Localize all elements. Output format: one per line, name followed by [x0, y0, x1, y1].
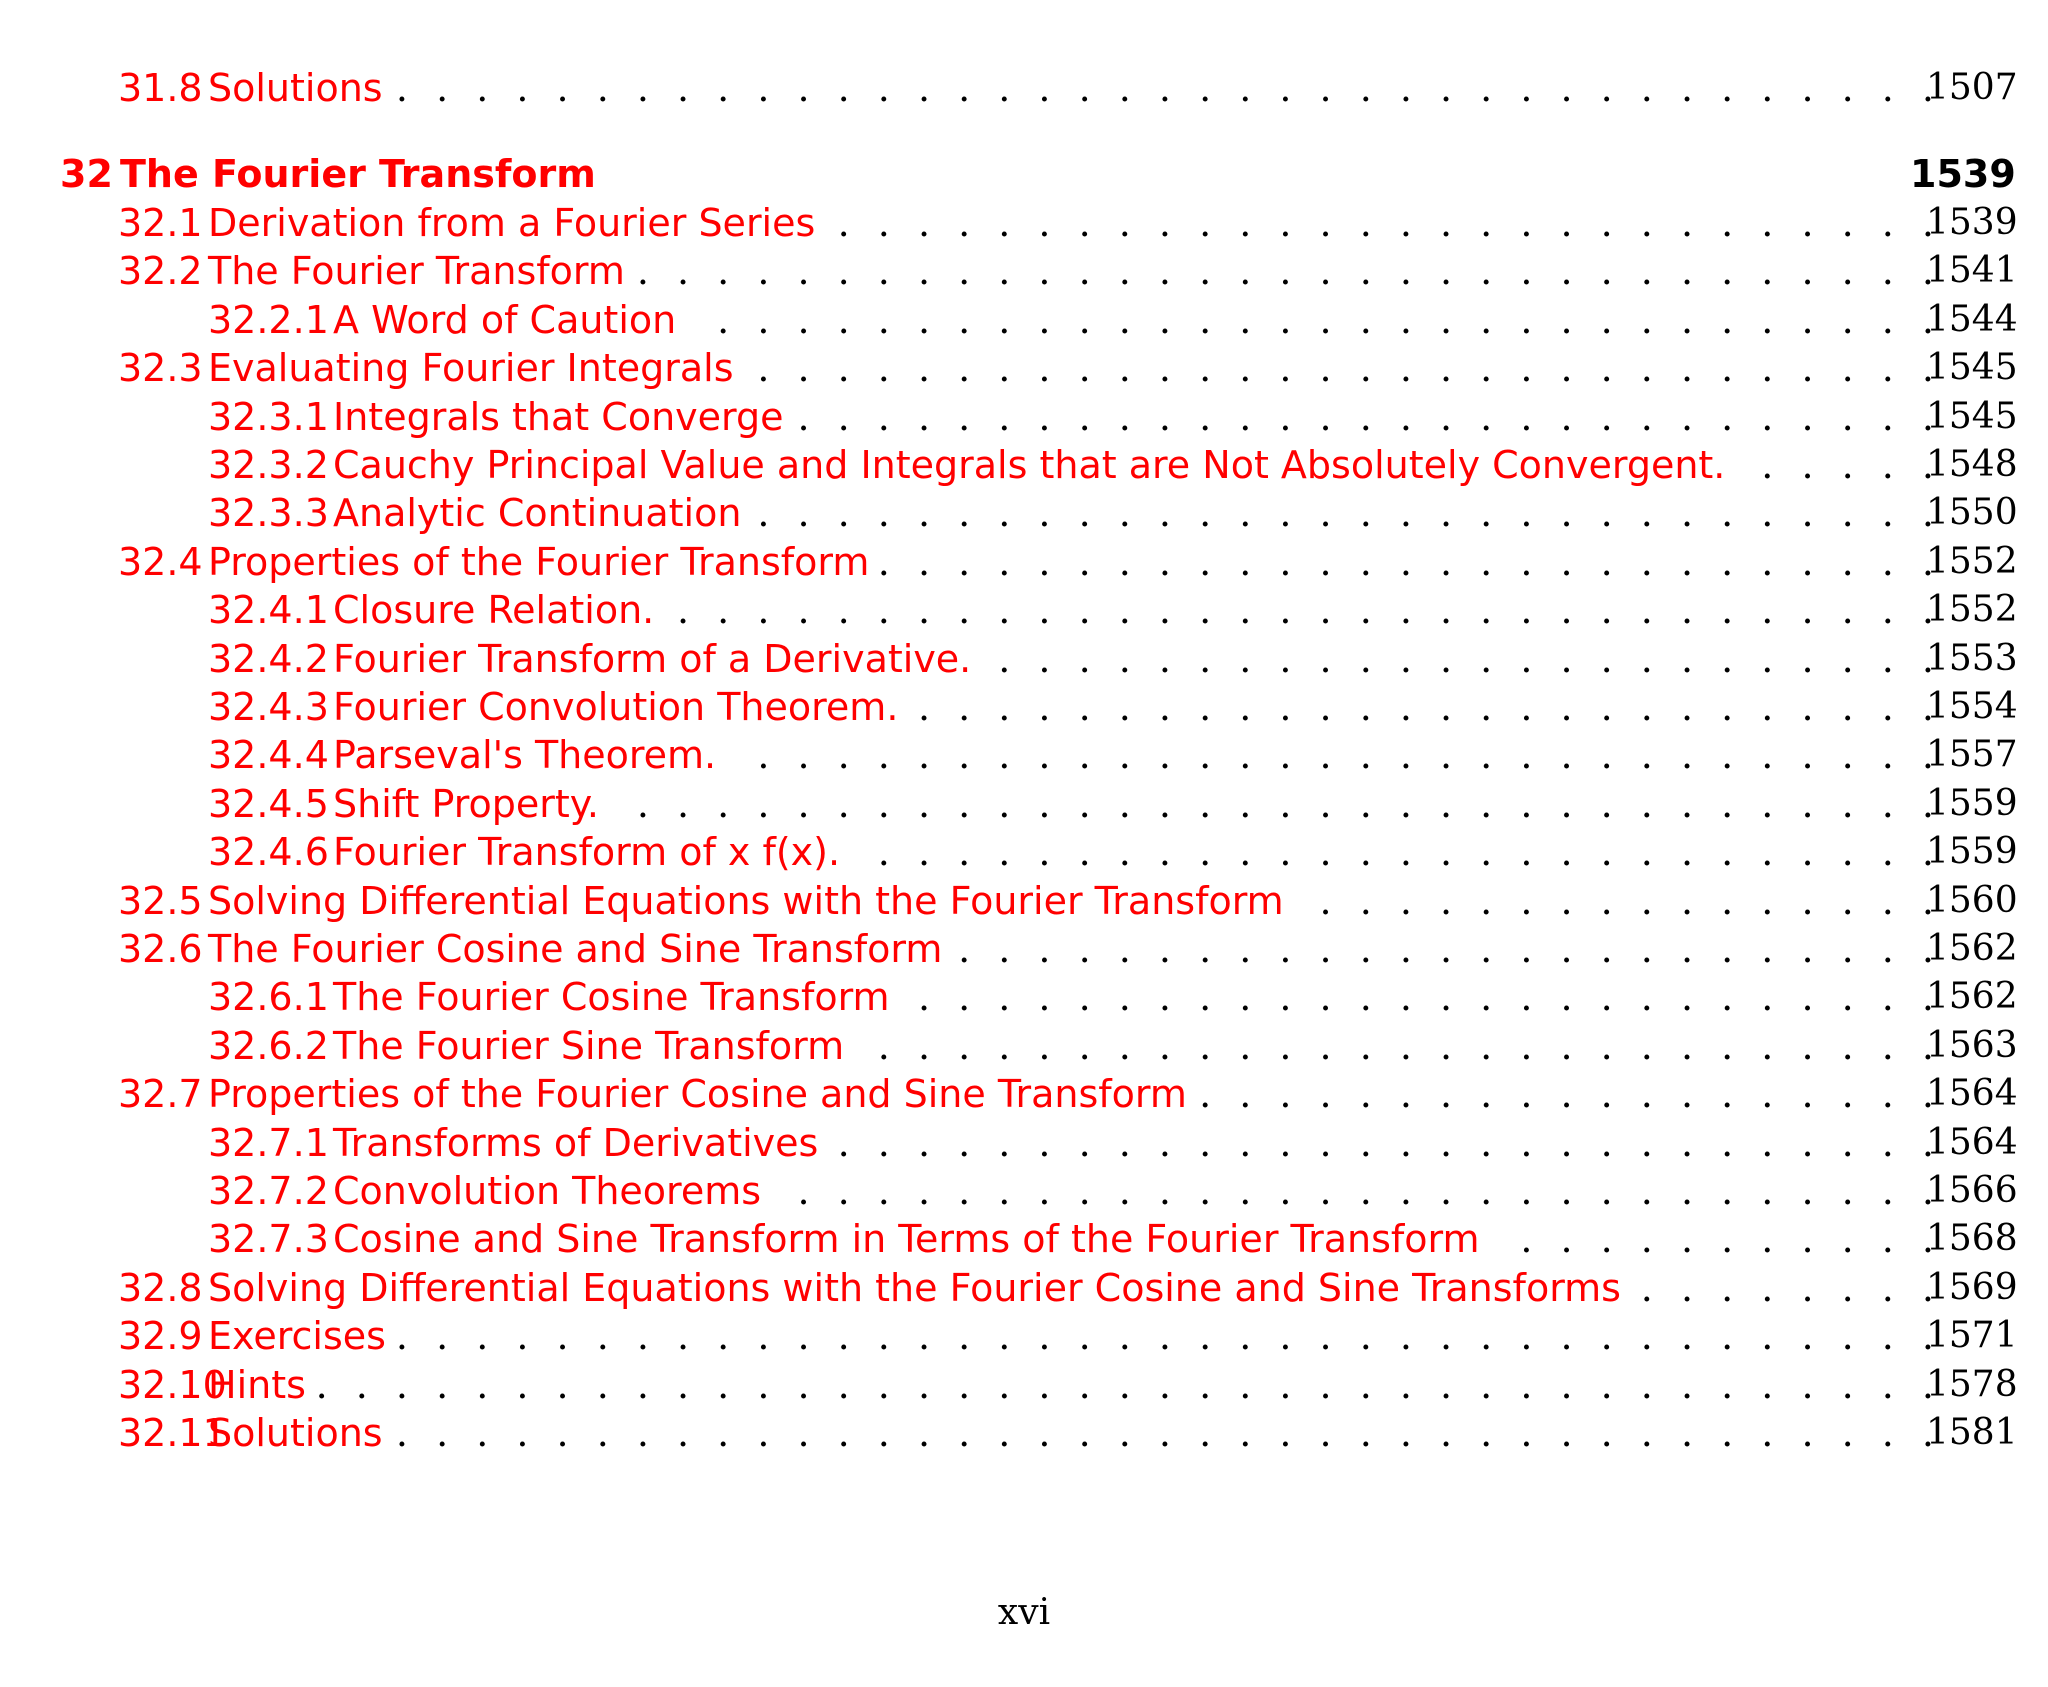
toc-entry-32-2[interactable]	[0, 247, 2048, 295]
toc-entry-page: 1545	[1926, 396, 2018, 437]
toc-entry-32-7[interactable]	[0, 1070, 2048, 1118]
toc-entry-title[interactable]: Derivation from a Fourier Series	[208, 201, 816, 245]
toc-entry-32-11[interactable]	[0, 1409, 2048, 1457]
toc-entry-number: 32.4	[118, 540, 203, 584]
toc-entry-title[interactable]: Solutions	[208, 66, 383, 110]
toc-entry-title[interactable]: The Fourier Transform	[120, 152, 596, 196]
toc-entry-number: 32.8	[118, 1266, 203, 1310]
toc-entry-title[interactable]: Evaluating Fourier Integrals	[208, 346, 734, 390]
toc-entry-32-3[interactable]	[0, 344, 2048, 392]
toc-entry-number: 32.4.3	[208, 685, 329, 729]
toc-entry-title[interactable]: Fourier Transform of x f(x).	[333, 830, 841, 874]
leader-dots	[879, 538, 1934, 586]
toc-entry-page: 1566	[1926, 1170, 2018, 1211]
toc-entry-title[interactable]: Convolution Theorems	[333, 1169, 762, 1213]
toc-entry-32-1[interactable]	[0, 199, 2048, 247]
leader-dots	[609, 780, 1934, 828]
toc-entry-title[interactable]: Solutions	[208, 1411, 383, 1455]
toc-entry-32-4-1[interactable]	[0, 586, 2048, 634]
toc-entry-number: 31.8	[118, 66, 203, 110]
toc-entry-32-3-1[interactable]	[0, 393, 2048, 441]
toc-entry-title[interactable]: Fourier Convolution Theorem.	[333, 685, 899, 729]
toc-entry-32-4-3[interactable]	[0, 683, 2048, 731]
toc-entry-title[interactable]: The Fourier Transform	[208, 249, 625, 293]
toc-entry-title[interactable]: Exercises	[208, 1314, 386, 1358]
toc-entry-page: 1539	[1926, 202, 2018, 243]
toc-entry-32-9[interactable]	[0, 1312, 2048, 1360]
toc-entry-32-6-1[interactable]	[0, 973, 2048, 1021]
leader-dots	[635, 247, 1934, 295]
toc-entry-number: 32.3.3	[208, 491, 329, 535]
page-footer-number: xvi	[997, 1592, 1051, 1633]
toc-entry-32-6[interactable]	[0, 925, 2048, 973]
toc-entry-32-7-2[interactable]	[0, 1167, 2048, 1215]
leader-dots	[1631, 1264, 1934, 1312]
leader-dots	[1490, 1215, 1934, 1263]
toc-entry-title[interactable]: The Fourier Cosine and Sine Transform	[208, 927, 943, 971]
toc-entry-title[interactable]: Properties of the Fourier Transform	[208, 540, 870, 584]
toc-entry-page: 1562	[1926, 928, 2018, 969]
toc-entry-number: 32.7	[118, 1072, 203, 1116]
toc-entry-page: 1571	[1926, 1315, 2018, 1356]
toc-entry-page: 1581	[1926, 1412, 2018, 1453]
leader-dots	[726, 731, 1934, 779]
toc-entry-32-7-3[interactable]	[0, 1215, 2048, 1263]
toc-entry-page: 1560	[1926, 880, 2018, 921]
toc-entry-page: 1562	[1926, 976, 2018, 1017]
toc-entry-title[interactable]: Parseval's Theorem.	[333, 733, 717, 777]
toc-entry-page: 1578	[1926, 1364, 2018, 1405]
leader-dots	[952, 925, 1934, 973]
leader-dots	[744, 344, 1934, 392]
toc-entry-number: 32.2	[118, 249, 203, 293]
toc-entry-31-8[interactable]	[0, 64, 2048, 112]
toc-entry-page: 1541	[1926, 250, 2018, 291]
toc-entry-number: 32.1	[118, 201, 203, 245]
leader-dots	[396, 1312, 1934, 1360]
leader-dots	[854, 1022, 1934, 1070]
toc-entry-32-4-5[interactable]	[0, 780, 2048, 828]
toc-entry-page: 1539	[1910, 152, 2016, 196]
toc-entry-number: 32.4.4	[208, 733, 329, 777]
toc-entry-page: 1559	[1926, 783, 2018, 824]
toc-entry-page: 1507	[1926, 67, 2018, 108]
toc-entry-number: 32.3.1	[208, 395, 329, 439]
toc-entry-page: 1550	[1926, 492, 2018, 533]
toc-entry-title[interactable]: The Fourier Sine Transform	[333, 1024, 845, 1068]
leader-dots	[393, 1409, 1934, 1457]
toc-entry-number: 32.3	[118, 346, 203, 390]
toc-entry-title[interactable]: Transforms of Derivatives	[333, 1121, 819, 1165]
toc-entry-page: 1557	[1926, 734, 2018, 775]
toc-entry-32-10[interactable]	[0, 1361, 2048, 1409]
toc-entry-title[interactable]: Solving Differential Equations with the Fourier Cosine and Sine Transforms	[208, 1266, 1621, 1310]
toc-entry-32-2-1[interactable]	[0, 296, 2048, 344]
toc-entry-32-4-2[interactable]	[0, 635, 2048, 683]
toc-entry-number: 32	[60, 152, 113, 196]
toc-entry-page: 1553	[1926, 638, 2018, 679]
leader-dots	[751, 489, 1934, 537]
toc-entry-page: 1559	[1926, 831, 2018, 872]
leader-dots	[793, 393, 1934, 441]
leader-dots	[686, 296, 1934, 344]
toc-entry-title[interactable]: Hints	[208, 1363, 306, 1407]
toc-entry-number: 32.6.1	[208, 975, 329, 1019]
leader-dots	[825, 199, 1934, 247]
leader-dots	[1197, 1070, 1934, 1118]
leader-dots	[981, 635, 1934, 683]
toc-entry-title[interactable]: Integrals that Converge	[333, 395, 784, 439]
toc-entry-page: 1563	[1926, 1025, 2018, 1066]
leader-dots	[908, 683, 1934, 731]
toc-entry-number: 32.2.1	[208, 298, 329, 342]
toc-entry-32-3-2[interactable]	[0, 441, 2048, 489]
toc-entry-page: 1548	[1926, 444, 2018, 485]
toc-entry-32-6-2[interactable]	[0, 1022, 2048, 1070]
toc-entry-number: 32.3.2	[208, 443, 329, 487]
toc-entry-number: 32.4.2	[208, 637, 329, 681]
toc-entry-32-3-3[interactable]	[0, 489, 2048, 537]
leader-dots	[1735, 441, 1934, 489]
toc-entry-number: 32.5	[118, 879, 203, 923]
toc-entry-title[interactable]: Closure Relation.	[333, 588, 655, 632]
toc-entry-32-4[interactable]	[0, 538, 2048, 586]
toc-entry-page: 1564	[1926, 1073, 2018, 1114]
leader-dots	[664, 586, 1934, 634]
toc-entry-32-4-4[interactable]	[0, 731, 2048, 779]
toc-entry-title[interactable]: Properties of the Fourier Cosine and Sine Transform	[208, 1072, 1187, 1116]
toc-entry-title[interactable]: Solving Differential Equations with the Fourier Transform	[208, 879, 1284, 923]
toc-entry-title[interactable]: The Fourier Cosine Transform	[333, 975, 890, 1019]
leader-dots	[393, 64, 1934, 112]
toc-entry-number: 32.4.6	[208, 830, 329, 874]
toc-entry-page: 1568	[1926, 1218, 2018, 1259]
toc-entry-title[interactable]: Cauchy Principal Value and Integrals that are Not Absolutely Convergent.	[333, 443, 1726, 487]
toc-entry-number: 32.6	[118, 927, 203, 971]
toc-entry-32-8[interactable]	[0, 1264, 2048, 1312]
toc-entry-page: 1554	[1926, 686, 2018, 727]
leader-dots	[1294, 877, 1934, 925]
toc-entry-page: 1552	[1926, 541, 2018, 582]
leader-dots	[771, 1167, 1934, 1215]
toc-entry-page: 1545	[1926, 347, 2018, 388]
toc-entry-number: 32.7.1	[208, 1121, 329, 1165]
leader-dots	[828, 1119, 1934, 1167]
leader-dots	[316, 1361, 1934, 1409]
toc-entry-32-7-1[interactable]	[0, 1119, 2048, 1167]
toc-entry-title[interactable]: A Word of Caution	[333, 298, 677, 342]
toc-entry-32-4-6[interactable]	[0, 828, 2048, 876]
toc-entry-number: 32.4.1	[208, 588, 329, 632]
toc-entry-title[interactable]: Shift Property.	[333, 782, 599, 826]
toc-entry-title[interactable]: Cosine and Sine Transform in Terms of the Fourier Transform	[333, 1217, 1480, 1261]
toc-entry-title[interactable]: Analytic Continuation	[333, 491, 742, 535]
toc-entry-number: 32.6.2	[208, 1024, 329, 1068]
toc-entry-number: 32.7.3	[208, 1217, 329, 1261]
chapter-heading[interactable]	[0, 150, 2048, 198]
toc-entry-page: 1564	[1926, 1122, 2018, 1163]
toc-entry-number: 32.11	[118, 1411, 227, 1455]
toc-entry-page: 1569	[1926, 1267, 2018, 1308]
toc-entry-32-5[interactable]	[0, 877, 2048, 925]
leader-dots	[850, 828, 1934, 876]
toc-entry-page: 1552	[1926, 589, 2018, 630]
toc-entry-page: 1544	[1926, 299, 2018, 340]
toc-entry-number: 32.4.5	[208, 782, 329, 826]
toc-entry-title[interactable]: Fourier Transform of a Derivative.	[333, 637, 972, 681]
toc-entry-number: 32.7.2	[208, 1169, 329, 1213]
leader-dots	[900, 973, 1934, 1021]
toc-entry-number: 32.9	[118, 1314, 203, 1358]
toc-entry-number: 32.10	[118, 1363, 227, 1407]
